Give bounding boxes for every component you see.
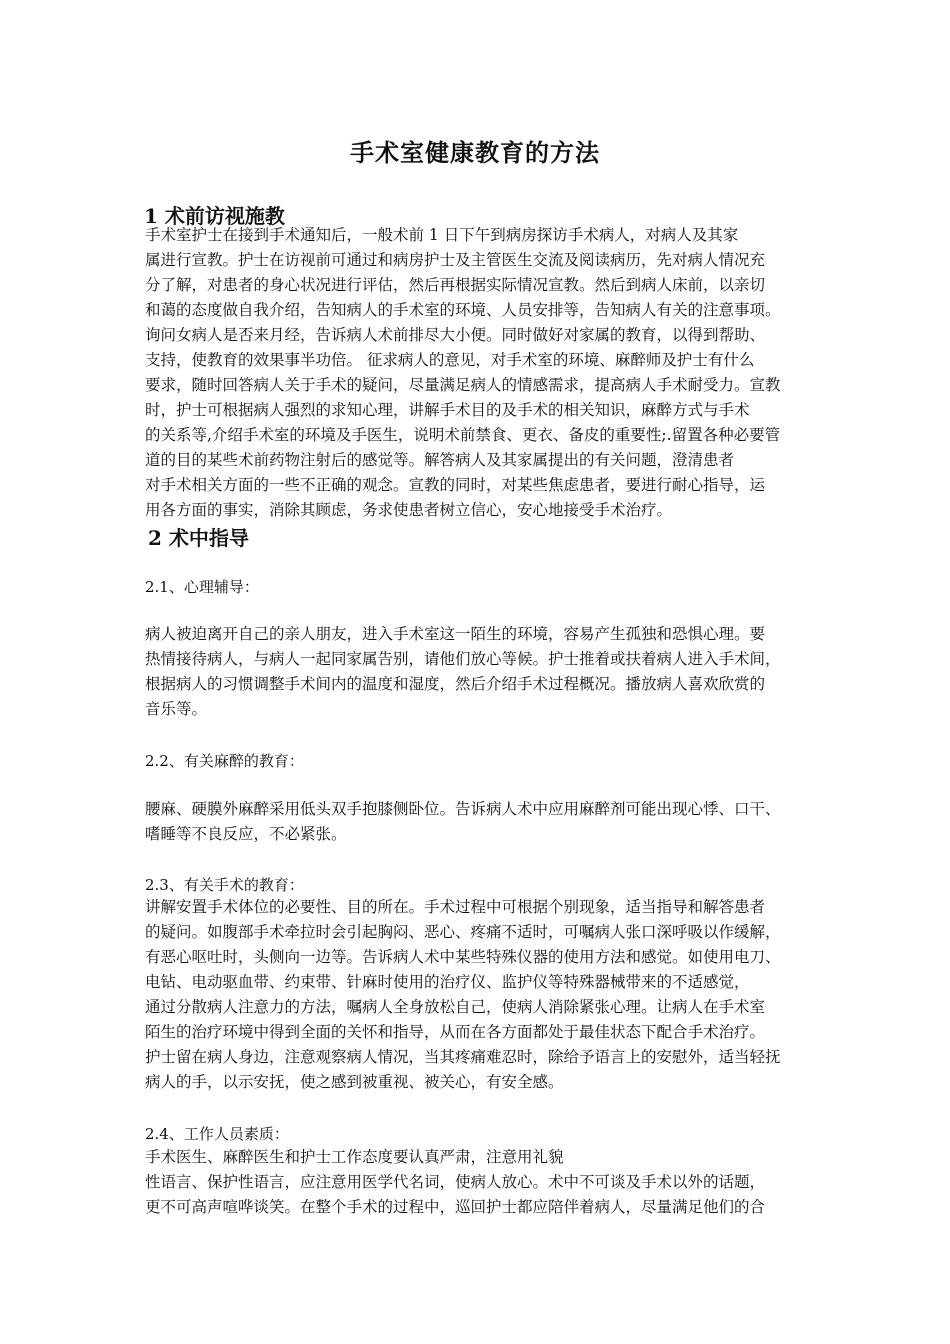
paragraph-line: 腰麻、硬膜外麻醉采用低头双手抱膝侧卧位。告诉病人术中应用麻醉剂可能出现心悸、口干、 — [145, 800, 781, 818]
subsection-2-4-label: 2.4、工作人员素质： — [145, 1125, 289, 1143]
paragraph-line: 和蔼的态度做自我介绍，告知病人的手术室的环境、人员安排等，告知病人有关的注意事项。 — [145, 301, 781, 319]
paragraph-line: 通过分散病人注意力的方法，嘱病人全身放松自己，使病人消除紧张心理。让病人在手术室 — [145, 998, 766, 1016]
subsection-2-1-label: 2.1、心理辅导： — [145, 578, 259, 596]
subsection-2-3-paragraph — [145, 895, 815, 1095]
paragraph-line: 讲解安置手术体位的必要性、目的所在。手术过程中可根据个别现象，适当指导和解答患者 — [145, 898, 766, 916]
paragraph-line: 性语言、保护性语言，应注意用医学代名词，使病人放心。术中不可谈及手术以外的话题， — [145, 1173, 766, 1191]
paragraph-line: 更不可高声喧哗谈笑。在整个手术的过程中，巡回护士都应陪伴着病人，尽量满足他们的合 — [145, 1198, 766, 1216]
paragraph-line: 热情接待病人，与病人一起同家属告别，请他们放心等候。护士推着或扶着病人进入手术间， — [145, 650, 781, 668]
paragraph-line: 音乐等。 — [145, 700, 208, 718]
paragraph-line: 嗜睡等不良反应，不必紧张。 — [145, 825, 347, 843]
paragraph-line: 护士留在病人身边，注意观察病人情况，当其疼痛难忍时，除给予语言上的安慰外，适当轻抚 — [145, 1048, 781, 1066]
paragraph-line: 属进行宣教。护士在访视前可通过和病房护士及主管医生交流及阅读病历，先对病人情况充 — [145, 251, 766, 269]
paragraph-line: 时，护士可根据病人强烈的求知心理，讲解手术目的及手术的相关知识，麻醉方式与手术 — [145, 401, 750, 419]
paragraph-line: 病人被迫离开自己的亲人朋友，进入手术室这一陌生的环境，容易产生孤独和恐惧心理。要 — [145, 625, 766, 643]
subsection-2-2-paragraph — [145, 797, 815, 847]
subsection-2-1-paragraph — [145, 622, 815, 722]
paragraph-line: 道的目的某些术前药物注射后的感觉等。解答病人及其家属提出的有关问题，澄清患者 — [145, 451, 735, 469]
paragraph-line: 手术室护士在接到手术通知后，一般术前 1 日下午到病房探访手术病人，对病人及其家 — [145, 226, 739, 244]
paragraph-line: 要求，随时回答病人关于手术的疑问，尽量满足病人的情感需求，提高病人手术耐受力。宣教 — [145, 376, 781, 394]
paragraph-line: 的疑问。如腹部手术牵拉时会引起胸闷、恶心、疼痛不适时，可嘱病人张口深呼吸以作缓解， — [145, 923, 781, 941]
paragraph-line: 对手术相关方面的一些不正确的观念。宣教的同时，对某些焦虑患者，要进行耐心指导，运 — [145, 476, 766, 494]
section-1-heading: 1 术前访视施教 — [144, 204, 285, 228]
subsection-2-4-paragraph — [145, 1145, 815, 1220]
paragraph-line: 用各方面的事实，消除其顾虑，务求使患者树立信心，安心地接受手术治疗。 — [145, 501, 673, 519]
paragraph-line: 分了解，对患者的身心状况进行评估，然后再根据实际情况宣教。然后到病人床前，以亲切 — [145, 276, 766, 294]
subsection-2-2-label: 2.2、有关麻醉的教育： — [145, 752, 304, 770]
paragraph-line: 病人的手，以示安抚，使之感到被重视、被关心，有安全感。 — [145, 1073, 564, 1091]
paragraph-line: 支持，使教育的效果事半功倍。 征求病人的意见，对手术室的环境、麻醉师及护士有什么 — [145, 351, 755, 369]
section-1-paragraph — [145, 223, 815, 523]
subsection-2-3-label: 2.3、有关手术的教育： — [145, 876, 304, 894]
paragraph-line: 陌生的治疗环境中得到全面的关怀和指导，从而在各方面都处于最佳状态下配合手术治疗。 — [145, 1023, 766, 1041]
paragraph-line: 电钻、电动驱血带、约束带、针麻时使用的治疗仪、监护仪等特殊器械带来的不适感觉， — [145, 973, 750, 991]
paragraph-line: 手术医生、麻醉医生和护士工作态度要认真严肃，注意用礼貌 — [145, 1148, 564, 1166]
paragraph-line: 的关系等,介绍手术室的环境及手医生，说明术前禁食、更衣、备皮的重要性;.留置各种必要管 — [145, 426, 781, 444]
section-2-heading: 2 术中指导 — [148, 526, 249, 550]
document-title: 手术室健康教育的方法 — [350, 138, 600, 167]
paragraph-line: 根据病人的习惯调整手术间内的温度和湿度，然后介绍手术过程概况。播放病人喜欢欣赏的 — [145, 675, 766, 693]
paragraph-line: 询问女病人是否来月经，告诉病人术前排尽大小便。同时做好对家属的教育，以得到帮助、 — [145, 326, 766, 344]
paragraph-line: 有恶心呕吐时，头侧向一边等。告诉病人术中某些特殊仪器的使用方法和感觉。如使用电刀、 — [145, 948, 781, 966]
